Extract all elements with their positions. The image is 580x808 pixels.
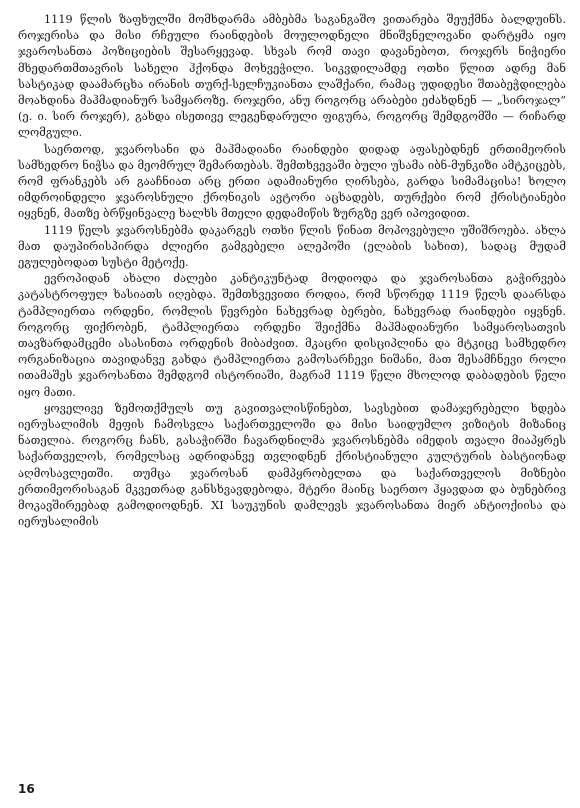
paragraph-1: 1119 წლის ზაფხულში მომხდარმა ამბებმა საგანგაშო ვითარება შეუქმნა ბალდუინს. როჯერისა და მისი რჩეული რაინდების მოულოდნელი მნიშვნელოვანი დარტყმა იყო ჯვაროსანთა პოზიციების შესარყევად. სხვას რომ თავი დავანებოთ, როჯერს ნიჭიერი მხედართმთავრის სახელი ჰქონდა მოხვეჭილი. სიკვდილამდე ოთხი წლით ადრე მან სასტიკად დაამარცხა ირანის თურქ-სელჩუკიანთა ლაშქარი, რამაც უდიდესი შთაბეჭდილება მოახდინა მაჰმადიანურ სამყაროზე. როჯერი, ანუ როგორც არაბები ეძახდნენ — „სიროჯალ“ (ე. ი. სირ როჯერ), გახდა ისეთივე ლეგენდარული ფიგურა, როგორც შემდგომში — რიჩარდ ლომგული. [18,13,566,140]
paragraph-5: ყოველივე ზემოთქმულს თუ გავითვალისწინებთ, სავსებით დამაჯერებელი ხდება იერუსალიმის მეფის ჩამოსვლა საქართველოში და მისი საიდუმლო ვიზიტის მიზანიც ნათელია. როგორც ჩანს, გასაჭირში ჩავარდნილმა ჯვაროსნებმა იმედის თვალი მიაპყრეს საქართველოს, რომელსაც ადრიდანვე თვლიდნენ ქრისტიანული კულტურის ბასტიონად აღმოსავლეთში. თუმცა ჯვაროსან დამპყრობელთა და საქართველოს მიზნები ერთიმეორისაგან მკვეთრად განსხვავდებოდა, მტერი მაინც საერთო ჰყავდათ და ბუნებრივ მოკავშირეებად გამოდიოდნენ. XI საუკუნის დამლევს ჯვაროსანთა მიერ ანტიოქიისა და იერუსალიმის [18,401,566,529]
body-text [18,12,566,531]
paragraph-4: ევროპიდან ახალი ძალები კანტიკუნტად მოდიოდა და ჯვაროსანთა გაჭირვება კატასტროფულ ხასიათს იღებდა. შემთხვევითი როდია, რომ სწორედ 1119 წელს დაარსდა ტამპლიერთა ორდენი, რომლის წევრები ნახევრად ბერები, ნახევრად რაინდები იყვნენ. როგორც ფიქრობენ, ტამპლიერთა ორდენი შეიქმნა მაჰმადიანური სამყაროსათვის თავზარდამცემი ასასინთა ორდენის მიბაძვით. მკაცრი დისციპლინა და მტკიცე სამხედრო ორგანიზაცია თავიდანვე გახდა ტამპლიერთა გამოსარჩევი ნიშანი, მათ შესამჩნევი როლი ითამაშეს ჯვაროსანთა შემდგომ ისტორიაში, მაგრამ 1119 წელი მხოლოდ დაბადების წელი იყო მათი. [18,272,566,399]
paragraph-2: საერთოდ, ჯვაროსანი და მაჰმადიანი რაინდები დიდად აფასებდნენ ერთიმეორის სამხედრო ნიჭსა და მეომრულ შემართებას. შემთხვევაში ბული უსამა იბნ-მუნკიზი ამტკიცებს, რომ ფრანკებს არ გააჩნიათ არც ერთი ადამიანური ღირსება, გარდა სიმამაცისა! ხოლო იმდროინდელი ჯვაროსნული ქრონიკის ავტორი აცხადებს, თურქები რომ ქრისტიანები იყვნენ, მათზე ბრწყინვალე ხალხს მთელი დედამიწის ზურგზე ვერ იპოვიდით. [18,142,566,221]
page-number: 16 [18,782,35,796]
document-page [18,12,566,802]
paragraph-3: 1119 წელს ჯვაროსნებმა დაკარგეს ოთხი წლის წინათ მოპოვებული უშიშროება. ახლა მათ დაუპირისპირდა ძლიერი გამგებელი ალეპოში (ელაბის სახით), სადაც მუდამ ეგულებოდათ სუსტი მეტოქე. [18,223,566,270]
